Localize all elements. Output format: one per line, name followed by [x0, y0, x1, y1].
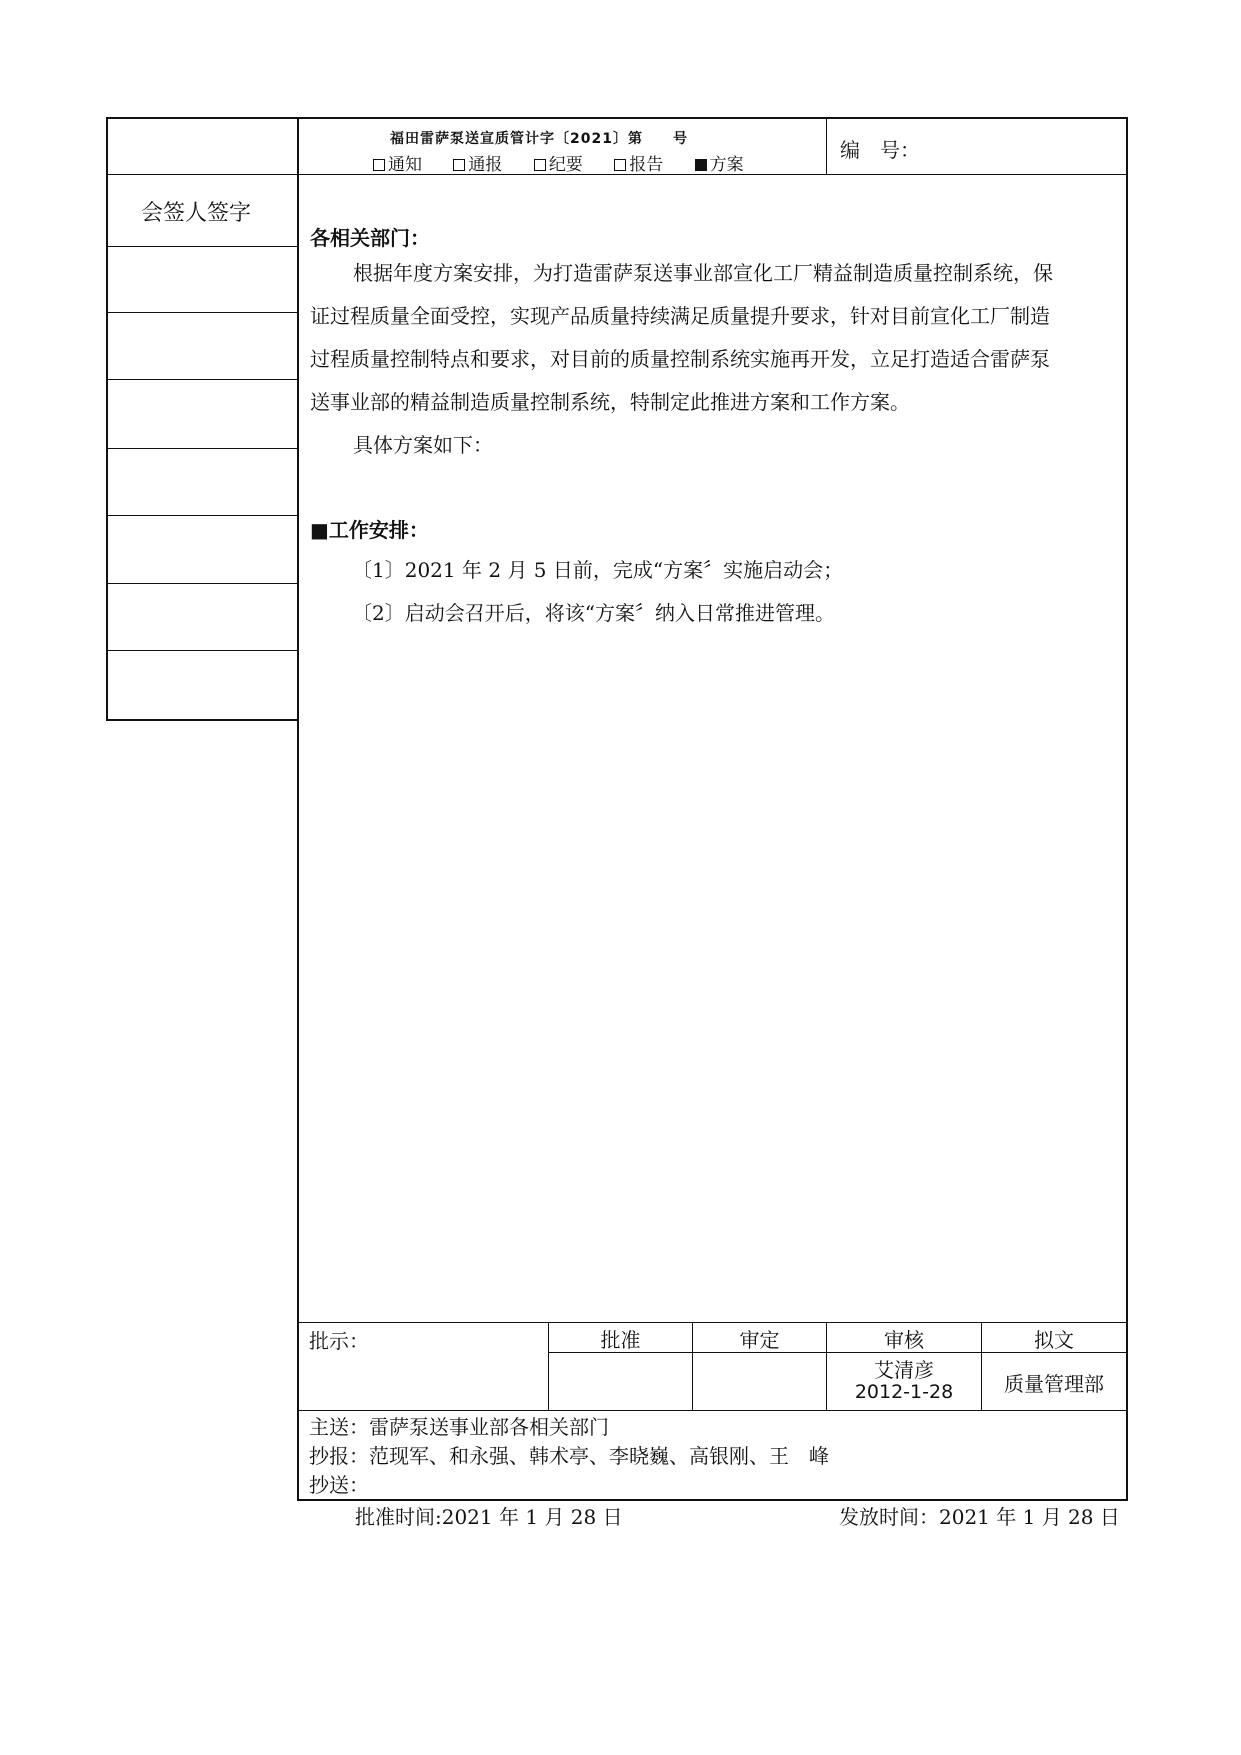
column-review: 审核 — [884, 1328, 924, 1352]
column-approve: 批准 — [600, 1328, 641, 1352]
countersign-slot-1[interactable] — [108, 247, 297, 311]
verify-signature-field[interactable] — [693, 1353, 826, 1409]
salutation: 各相关部门： — [310, 226, 430, 250]
doc-type-notice[interactable]: 通知 — [373, 155, 422, 175]
doc-type-plan[interactable]: 方案 — [695, 155, 744, 175]
doc-type-minutes[interactable]: 纪要 — [534, 155, 583, 175]
countersign-label: 会签人签字 — [141, 201, 252, 226]
serial-number-label: 编 号： — [840, 138, 920, 162]
instruction-field[interactable] — [299, 1350, 547, 1409]
doc-type-options — [373, 150, 744, 175]
column-draft: 拟文 — [1034, 1328, 1074, 1352]
column-verify: 审定 — [739, 1328, 780, 1352]
intro-line: 根据年度方案安排，为打造雷萨泵送事业部宣化工厂精益制造质量控制系统，保 — [353, 261, 1053, 285]
work-items — [352, 549, 1112, 635]
approve-signature-field[interactable] — [549, 1353, 692, 1409]
checkbox-icon — [373, 159, 385, 171]
copy-recipients: 抄送： — [309, 1473, 369, 1497]
intro-line: 证过程质量全面受控，实现产品质量持续满足质量提升要求，针对目前宣化工厂制造 — [310, 304, 1050, 328]
countersign-slot-4[interactable] — [108, 449, 297, 514]
intro-line: 送事业部的精益制造质量控制系统，特制定此推进方案和工作方案。 — [310, 390, 910, 414]
countersign-slot-7[interactable] — [108, 651, 297, 718]
doc-type-report[interactable]: 报告 — [614, 155, 663, 175]
reviewer-date: 2012-1-28 — [854, 1381, 954, 1403]
doc-type-bulletin[interactable]: 通报 — [453, 155, 502, 175]
checkbox-icon — [453, 159, 465, 171]
work-item: 〔2〕启动会召开后，将该“方案〞纳入日常推进管理。 — [352, 601, 835, 625]
work-item: 〔1〕2021 年 2 月 5 日前，完成“方案〞实施启动会； — [352, 558, 844, 582]
checkbox-checked-icon — [695, 159, 707, 171]
checkbox-icon — [614, 159, 626, 171]
checkbox-icon — [534, 159, 546, 171]
countersign-slot-3[interactable] — [108, 380, 297, 447]
work-arrangement-heading: ■工作安排： — [310, 518, 429, 542]
countersign-slot-2[interactable] — [108, 313, 297, 378]
issue-time: 发放时间：2021 年 1 月 28 日 — [839, 1505, 1120, 1529]
document-number-title: 福田雷萨泵送宣质管计字〔2021〕第 号 — [390, 131, 688, 147]
approval-time: 批准时间:2021 年 1 月 28 日 — [355, 1505, 623, 1529]
intro-line: 过程质量控制特点和要求，对目前的质量控制系统实施再开发，立足打造适合雷萨泵 — [310, 347, 1050, 371]
report-recipients: 抄报：范现军、和永强、韩术亭、李晓巍、高银刚、王 峰 — [309, 1444, 829, 1468]
main-recipient: 主送：雷萨泵送事业部各相关部门 — [309, 1415, 609, 1439]
drafting-department: 质量管理部 — [1004, 1372, 1104, 1396]
instruction-label: 批示： — [309, 1329, 369, 1353]
intro-paragraph — [310, 252, 1120, 467]
plan-intro: 具体方案如下： — [353, 433, 493, 457]
countersign-slot-6[interactable] — [108, 584, 297, 649]
reviewer-name: 艾清彦 — [874, 1358, 934, 1382]
countersign-slot-5[interactable] — [108, 516, 297, 582]
